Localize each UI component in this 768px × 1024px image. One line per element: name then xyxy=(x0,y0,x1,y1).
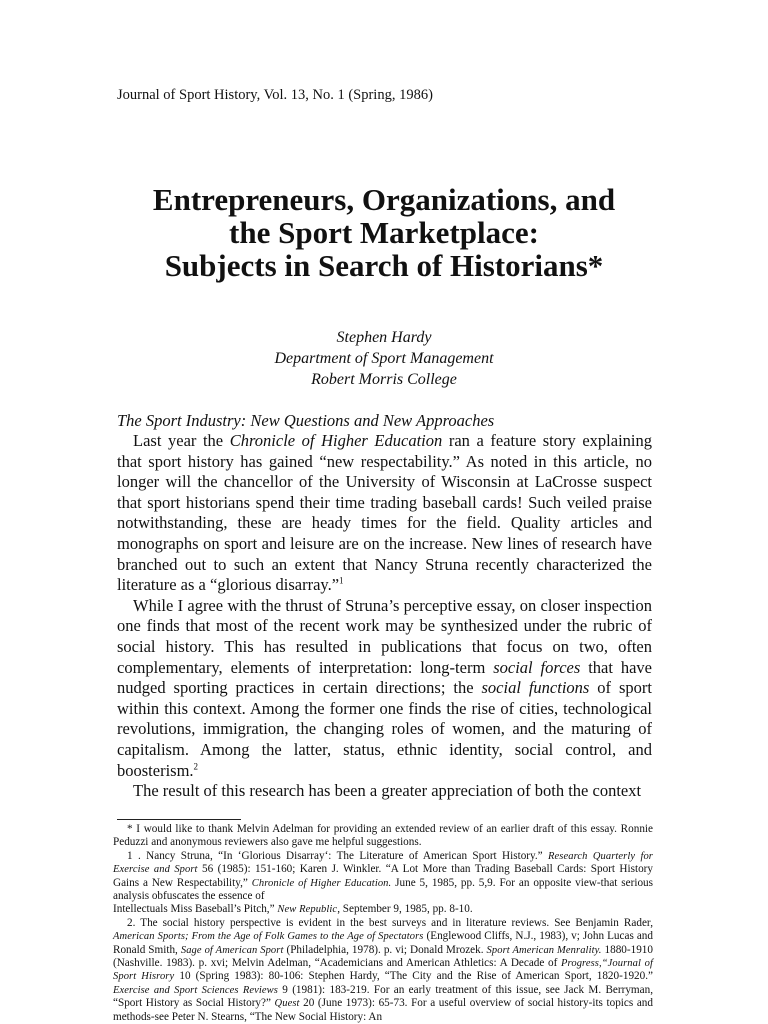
section-heading: The Sport Industry: New Questions and New Approaches xyxy=(117,411,495,430)
footnote-1-text-e: , September 9, 1985, pp. 8-10. xyxy=(337,903,473,916)
footnote-2-text-f: 9 (1981): 183-219. For an early treatment of this issue, see Jack M. Berryman, “Sport History as Social History?” xyxy=(113,983,653,1010)
footnote-1-text-b: 56 (1985): 151-160; Karen J. Winkler. “A Lot More than Trading Baseball Cards: Sport History Gains a New Respectability,” xyxy=(113,863,653,889)
footnote-1 xyxy=(113,850,653,904)
footnote-2-adelman-journal: Progress,“Journal of Sport Hisrory xyxy=(113,958,653,983)
footnote-2-text-b: (Englewood Cliffs, N.J., 1983), v; John Lucas and Ronald Smith, xyxy=(113,930,653,956)
paragraph-2 xyxy=(117,596,652,781)
footnote-1-continued xyxy=(113,903,653,916)
footnote-1-new-republic: New Republic xyxy=(277,904,338,916)
footnote-ref-1[interactable]: 1 xyxy=(339,575,344,586)
footnote-2-text-g: 20 (June 1973): 65-73. For a useful overview of social history-its topics and methods-see Peter N. Stearns, “The New Social History: An xyxy=(113,997,653,1023)
title-line-1: Entrepreneurs, Organizations, and xyxy=(152,182,616,217)
footnote-1-chronicle: Chronicle of Higher Education. xyxy=(251,877,392,889)
footnote-star: * I would like to thank Melvin Adelman for providing an extended review of an earlier draft of this essay. Ronnie Peduzzi and anonymous reviewers also gave me helpful suggestions. xyxy=(113,823,653,849)
footnote-2 xyxy=(113,917,653,1024)
footnote-2-rader-title: American Sports; From the Age of Folk Games to the Age of Spectators xyxy=(113,931,424,943)
footnotes xyxy=(113,823,653,1024)
footnote-2-text-c: (Philadelphia, 1978). p. vi; Donald Mrozek. xyxy=(283,943,487,956)
footnote-2-text-d: 1880-1910 (Nashville. 1983). p. xvi; Melvin Adelman, “Academicians and American Athletics: A Decade of xyxy=(113,943,653,970)
title-line-3: Subjects in Search of Historians* xyxy=(164,248,604,283)
paragraph-1-start: Last year the xyxy=(133,431,230,450)
footnote-ref-2[interactable]: 2 xyxy=(193,761,199,771)
paragraph-1-rest: ran a feature story explaining that sport history has gained “new respectability.” As noted in this article, no longer will the chancellor of the University of Wisconsin at LaCrosse suspect that sport historians spend their time trading baseball cards! Such veiled praise notwithstanding, these are heady times for the field. Quality articles and monographs on sport and leisure are on the increase. New lines of research have branched out to such an extent that Nancy Struna recently characterized the literature as a “glorious disarray.” xyxy=(117,431,652,595)
author-department: Department of Sport Management xyxy=(274,350,494,367)
paragraph-2-rest: of sport within this context. Among the former one finds the rise of cities, technological revolutions, immigration, the changing roles of women, and the maturing of capitalism. Among the latter, status, ethnic identity, social control, and boosterism. xyxy=(117,678,653,780)
title-line-2: the Sport Marketplace: xyxy=(229,215,539,250)
paragraph-2-middle: that have nudged sporting practices in certain directions; the xyxy=(117,657,652,698)
footnote-2-mrozek-title: Sport American Menrality. xyxy=(486,944,602,956)
article-title xyxy=(0,183,768,282)
social-forces-italic: social forces xyxy=(493,657,581,677)
journal-citation: Journal of Sport History, Vol. 13, No. 1 (Spring, 1986) xyxy=(117,87,433,103)
author-name: Stephen Hardy xyxy=(336,329,432,346)
footnote-2-text-a: 2. The social history perspective is evident in the best surveys and in literature reviews. See Benjamin Rader, xyxy=(127,916,653,929)
author-institution: Robert Morris College xyxy=(311,371,457,388)
footnote-2-text-e: 10 (Spring 1983): 80-106: Stephen Hardy, “The City and the Rise of American Sport, 1820-1920.” xyxy=(174,970,653,983)
footnote-1-text-a: 1 . Nancy Struna, “In ‘Glorious Disarray‘: The Literature of American Sport History.” xyxy=(127,849,549,862)
paragraph-1 xyxy=(117,431,652,596)
footnote-1-text-c: June 5, 1985, pp. 5,9. For an opposite view-that serious analysis obfuscates the essence of xyxy=(113,876,653,903)
author-block xyxy=(0,327,768,390)
paragraph-2-start: While I agree with the thrust of Struna’s perceptive essay, on closer inspection one finds that most of the recent work may be synthesized under the rubric of social history. This has resulted in publications that focus on two, often complementary, elements of interpretation: long-term xyxy=(117,595,652,677)
paragraph-3: The result of this research has been a greater appreciation of both the context xyxy=(133,781,642,801)
footnote-2-quest: Quest xyxy=(274,998,300,1010)
journal-name-italic: Chronicle of Higher Education xyxy=(229,431,443,450)
social-functions-italic: social functions xyxy=(481,678,590,698)
footnote-2-lucas-title: Sage of American Sport xyxy=(180,944,284,956)
footnote-1-text-d: Intellectuals Miss Baseball’s Pitch,” xyxy=(113,903,278,916)
body-text xyxy=(117,431,652,802)
footnote-divider xyxy=(117,819,241,820)
footnote-2-reviews-journal: Exercise and Sport Sciences Reviews xyxy=(113,984,278,996)
footnote-1-journal: Research Quarterly for Exercise and Sport xyxy=(113,850,653,876)
